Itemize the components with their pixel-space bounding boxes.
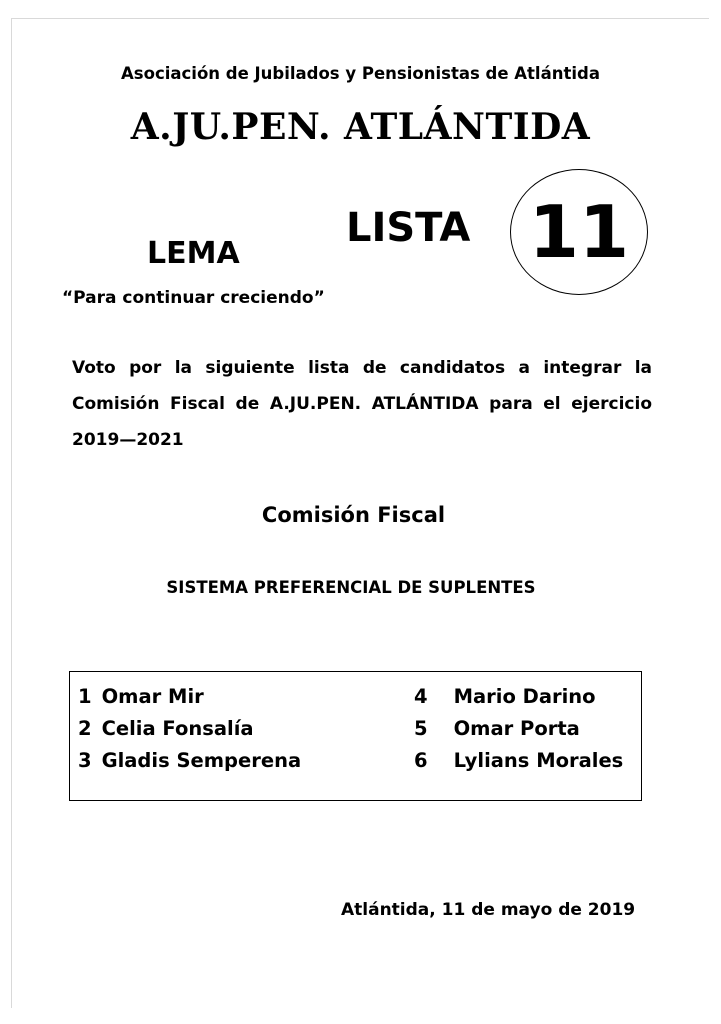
date-line: Atlántida, 11 de mayo de 2019 — [341, 900, 636, 920]
lista-number-circle — [510, 169, 648, 295]
candidate-name: Lylians Morales — [453, 749, 624, 772]
association-acronym: A.JU.PEN. ATLÁNTIDA — [130, 106, 591, 148]
candidate-item — [78, 749, 301, 772]
section-title: Comisión Fiscal — [261, 503, 446, 527]
lista-label: LISTA — [346, 205, 471, 251]
candidate-item — [78, 685, 204, 708]
lema-label: LEMA — [147, 236, 240, 271]
candidate-number: 1 — [78, 685, 92, 708]
candidate-item — [414, 749, 623, 772]
candidate-number: 3 — [78, 749, 92, 772]
candidate-number: 6 — [414, 749, 428, 772]
candidate-number: 4 — [414, 685, 428, 708]
candidate-name: Omar Mir — [101, 685, 204, 708]
vote-statement: Voto por la siguiente lista de candidatos a integrar la Comisión Fiscal de A.JU.PEN. ATLÁNTIDA para el ejercicio 2019—2021 — [72, 358, 652, 450]
association-name: Asociación de Jubilados y Pensionistas de Atlántida — [121, 64, 600, 83]
candidate-name: Mario Darino — [453, 685, 596, 708]
candidate-item — [78, 717, 254, 740]
candidate-number: 5 — [414, 717, 428, 740]
candidate-item — [414, 717, 580, 740]
candidate-item — [414, 685, 596, 708]
candidate-name: Celia Fonsalía — [101, 717, 254, 740]
lema-text: “Para continuar creciendo” — [62, 288, 325, 308]
candidate-name: Gladis Semperena — [101, 749, 302, 772]
candidate-name: Omar Porta — [453, 717, 580, 740]
lista-number: 11 — [528, 190, 630, 274]
system-title: SISTEMA PREFERENCIAL DE SUPLENTES — [166, 578, 536, 597]
candidate-number: 2 — [78, 717, 92, 740]
